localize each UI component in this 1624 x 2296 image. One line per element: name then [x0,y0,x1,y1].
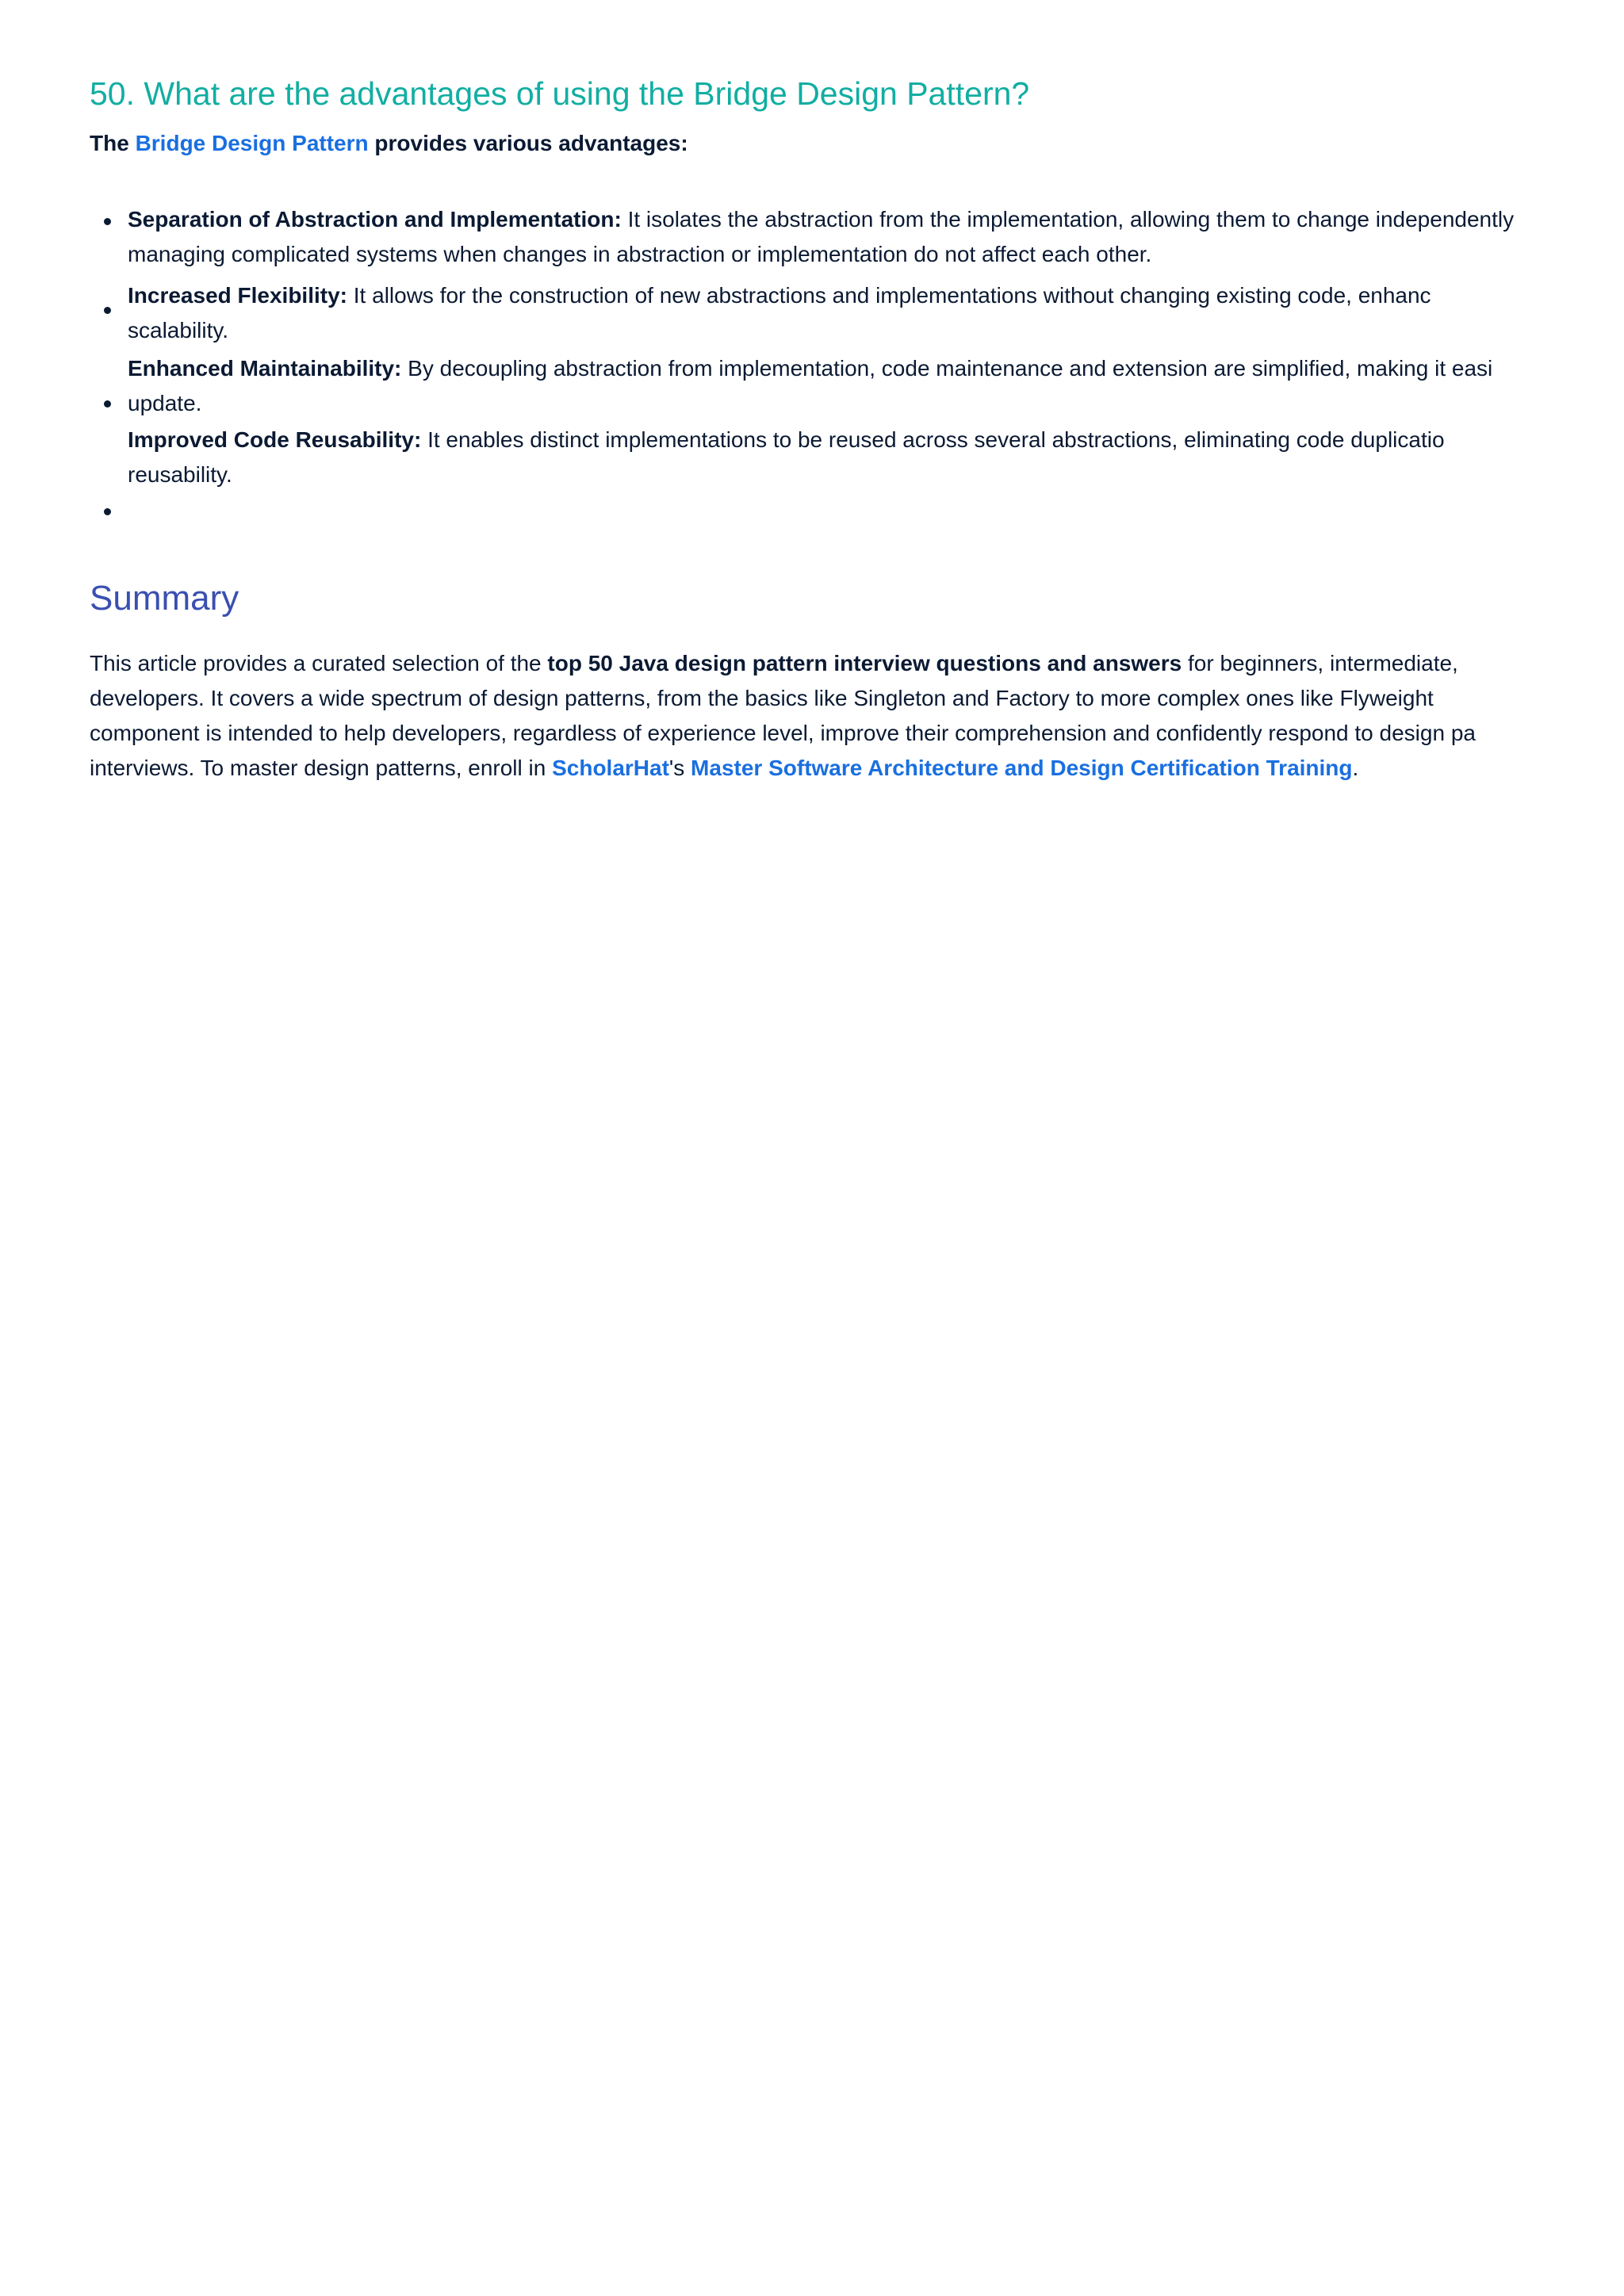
advantage-text: It allows for the construction of new abstractions and implementations without changing existing code, enhanc [347,283,1431,308]
summary-text: 's [668,756,691,780]
summary-line [90,751,1624,786]
advantage-title: Improved Code Reusability: [128,427,422,452]
advantage-text-cont: reusability. [128,462,232,487]
list-item-line [128,202,1624,237]
bullet-icon [104,508,111,515]
summary-text: interviews. To master design patterns, enroll in [90,756,553,780]
summary-paragraph [90,646,1624,786]
list-item [90,278,1624,348]
bullet-icon [104,218,111,225]
summary-heading: Summary [90,579,239,618]
question-heading: 50. What are the advantages of using the Bridge Design Pattern? [90,75,1030,112]
bullet-icon [104,307,111,314]
scholarhat-link[interactable]: ScholarHat [552,756,669,780]
summary-line: developers. It covers a wide spectrum of design patterns, from the basics like Singleton and Factory to more complex ones like Flyweight [90,686,1434,710]
advantage-text: It isolates the abstraction from the implementation, allowing them to change independently [621,207,1515,232]
list-item-line [128,423,1624,457]
intro-prefix: The [90,131,136,155]
advantage-title: Separation of Abstraction and Implementation: [128,207,622,232]
summary-bold-text: top 50 Java design pattern interview questions and answers [547,651,1182,675]
list-item [90,423,1624,492]
advantage-text: By decoupling abstraction from implementation, code maintenance and extension are simplified, making it easi [401,356,1493,381]
question-intro [90,131,688,156]
bullet-icon [104,400,111,408]
list-item [90,202,1624,272]
list-item-line [128,351,1624,386]
list-item-line [128,278,1624,313]
advantage-title: Enhanced Maintainability: [128,356,402,381]
summary-text: for beginners, intermediate, [1182,651,1458,675]
list-item [90,351,1624,421]
summary-line [90,646,1624,681]
advantage-text: It enables distinct implementations to be reused across several abstractions, eliminating code duplicatio [421,427,1445,452]
intro-suffix: provides various advantages: [368,131,688,155]
bridge-design-pattern-link[interactable]: Bridge Design Pattern [135,131,369,155]
summary-text: . [1352,756,1359,780]
advantage-text-cont: update. [128,391,202,415]
advantages-list [90,202,1624,492]
certification-training-link[interactable]: Master Software Architecture and Design Certification Training [691,756,1353,780]
summary-line: component is intended to help developers, regardless of experience level, improve their comprehension and confidently respond to design pa [90,721,1476,745]
advantage-title: Increased Flexibility: [128,283,347,308]
advantage-text-cont: managing complicated systems when changes in abstraction or implementation do not affect each other. [128,242,1152,266]
advantage-text-cont: scalability. [128,318,229,342]
summary-text: This article provides a curated selection of the [90,651,548,675]
